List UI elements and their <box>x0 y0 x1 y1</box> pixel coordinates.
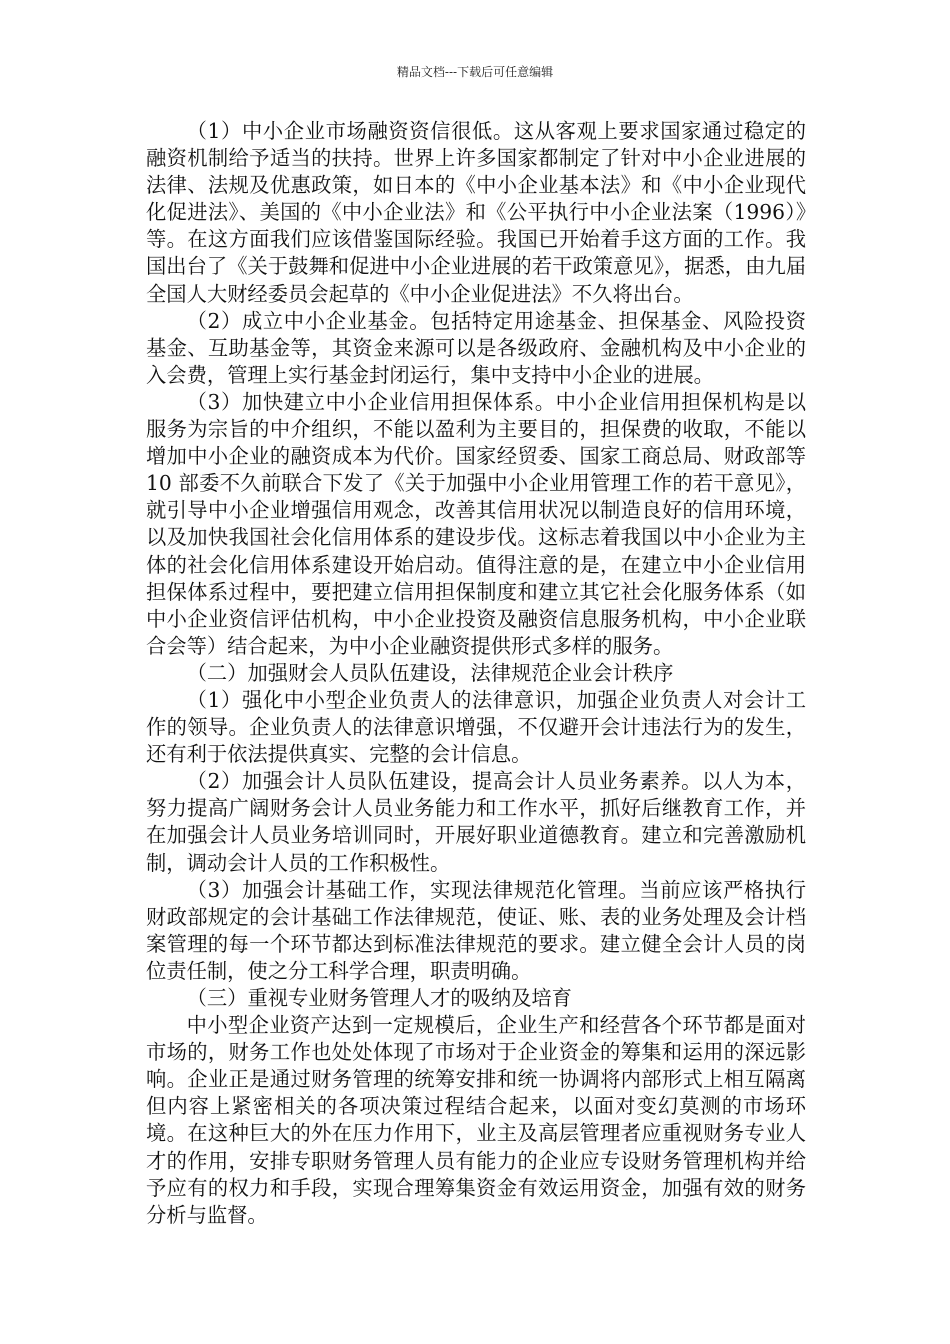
paragraph-financing-credit: （1）中小企业市场融资资信很低。这从客观上要求国家通过稳定的融资机制给予适当的扶持。世界上许多国家都制定了针对中小企业进展的法律、法规及优惠政策，如日本的《中小企业基本法》和《中小企业现代化促进法》、美国的《中小企业法》和《公平执行中小企业法案（1996）》等。在这方面我们应该借鉴国际经验。我国已开始着手这方面的工作。我国出台了《关于鼓舞和促进中小企业进展的若干政策意见》，据悉，由九届全国人大财经委员会起草的《中小企业促进法》不久将出台。 <box>146 119 806 306</box>
paragraph-sme-fund: （2）成立中小企业基金。包括特定用途基金、担保基金、风险投资基金、互助基金等，其资金来源可以是各级政府、金融机构及中小企业的入会费，管理上实行基金封闭运行，集中支持中小企业的进展。 <box>146 308 806 387</box>
paragraph-accounting-basics: （3）加强会计基础工作，实现法律规范化管理。当前应该严格执行财政部规定的会计基础工作法律规范，使证、账、表的业务处理及会计档案管理的每一个环节都达到标准法律规范的要求。建立健全会计人员的岗位责任制，使之分工科学合理，职责明确。 <box>146 877 806 983</box>
page-header: 精品文档---下载后可任意编辑 <box>396 65 554 79</box>
section-heading-accounting-staff: （二）加强财会人员队伍建设，法律规范企业会计秩序 <box>186 660 674 685</box>
paragraph-credit-guarantee: （3）加快建立中小企业信用担保体系。中小企业信用担保机构是以服务为宗旨的中介组织，不能以盈利为主要目的，担保费的收取，不能以增加中小企业的融资成本为代价。国家经贸委、国家工商总局、财政部等10 部委不久前联合下发了《关于加强中小企业用管理工作的若干意见》，就引导中小企业增强信用观念，改善其信用状况以制造良好的信用环境，以及加快我国社会化信用体系的建设步伐。这标志着我国以中小企业为主体的社会化信用体系建设开始启动。值得注意的是，在建立中小企业信用担保体系过程中，要把建立信用担保制度和建立其它社会化服务体系（如中小企业资信评估机构，中小企业投资及融资信息服务机构，中小企业联合会等）结合起来，为中小企业融资提供形式多样的服务。 <box>146 389 806 658</box>
paragraph-staff-building: （2）加强会计人员队伍建设，提高会计人员业务素养。以人为本，努力提高广阔财务会计人员业务能力和工作水平，抓好后继教育工作，并在加强会计人员业务培训同时，开展好职业道德教育。建立和完善激励机制，调动会计人员的工作积极性。 <box>146 769 806 875</box>
section-heading-talent: （三）重视专业财务管理人才的吸纳及培育 <box>186 986 572 1010</box>
document-body <box>146 118 806 1229</box>
paragraph-legal-awareness: （1）强化中小型企业负责人的法律意识，加强企业负责人对会计工作的领导。企业负责人的法律意识增强，不仅避开会计违法行为的发生，还有利于依法提供真实、完整的会计信息。 <box>146 687 806 767</box>
paragraph-financial-talent: 中小型企业资产达到一定规模后，企业生产和经营各个环节都是面对市场的，财务工作也处处体现了市场对于企业资金的筹集和运用的深远影响。企业正是通过财务管理的统筹安排和统一协调将内部形式上相互隔离但内容上紧密相关的各项决策过程结合起来，以面对变幻莫测的市场环境。在这种巨大的外在压力作用下，业主及高层管理者应重视财务专业人才的作用，安排专职财务管理人员有能力的企业应专设财务管理机构并给予应有的权力和手段，实现合理筹集资金有效运用资金，加强有效的财务分析与监督。 <box>146 1013 806 1227</box>
